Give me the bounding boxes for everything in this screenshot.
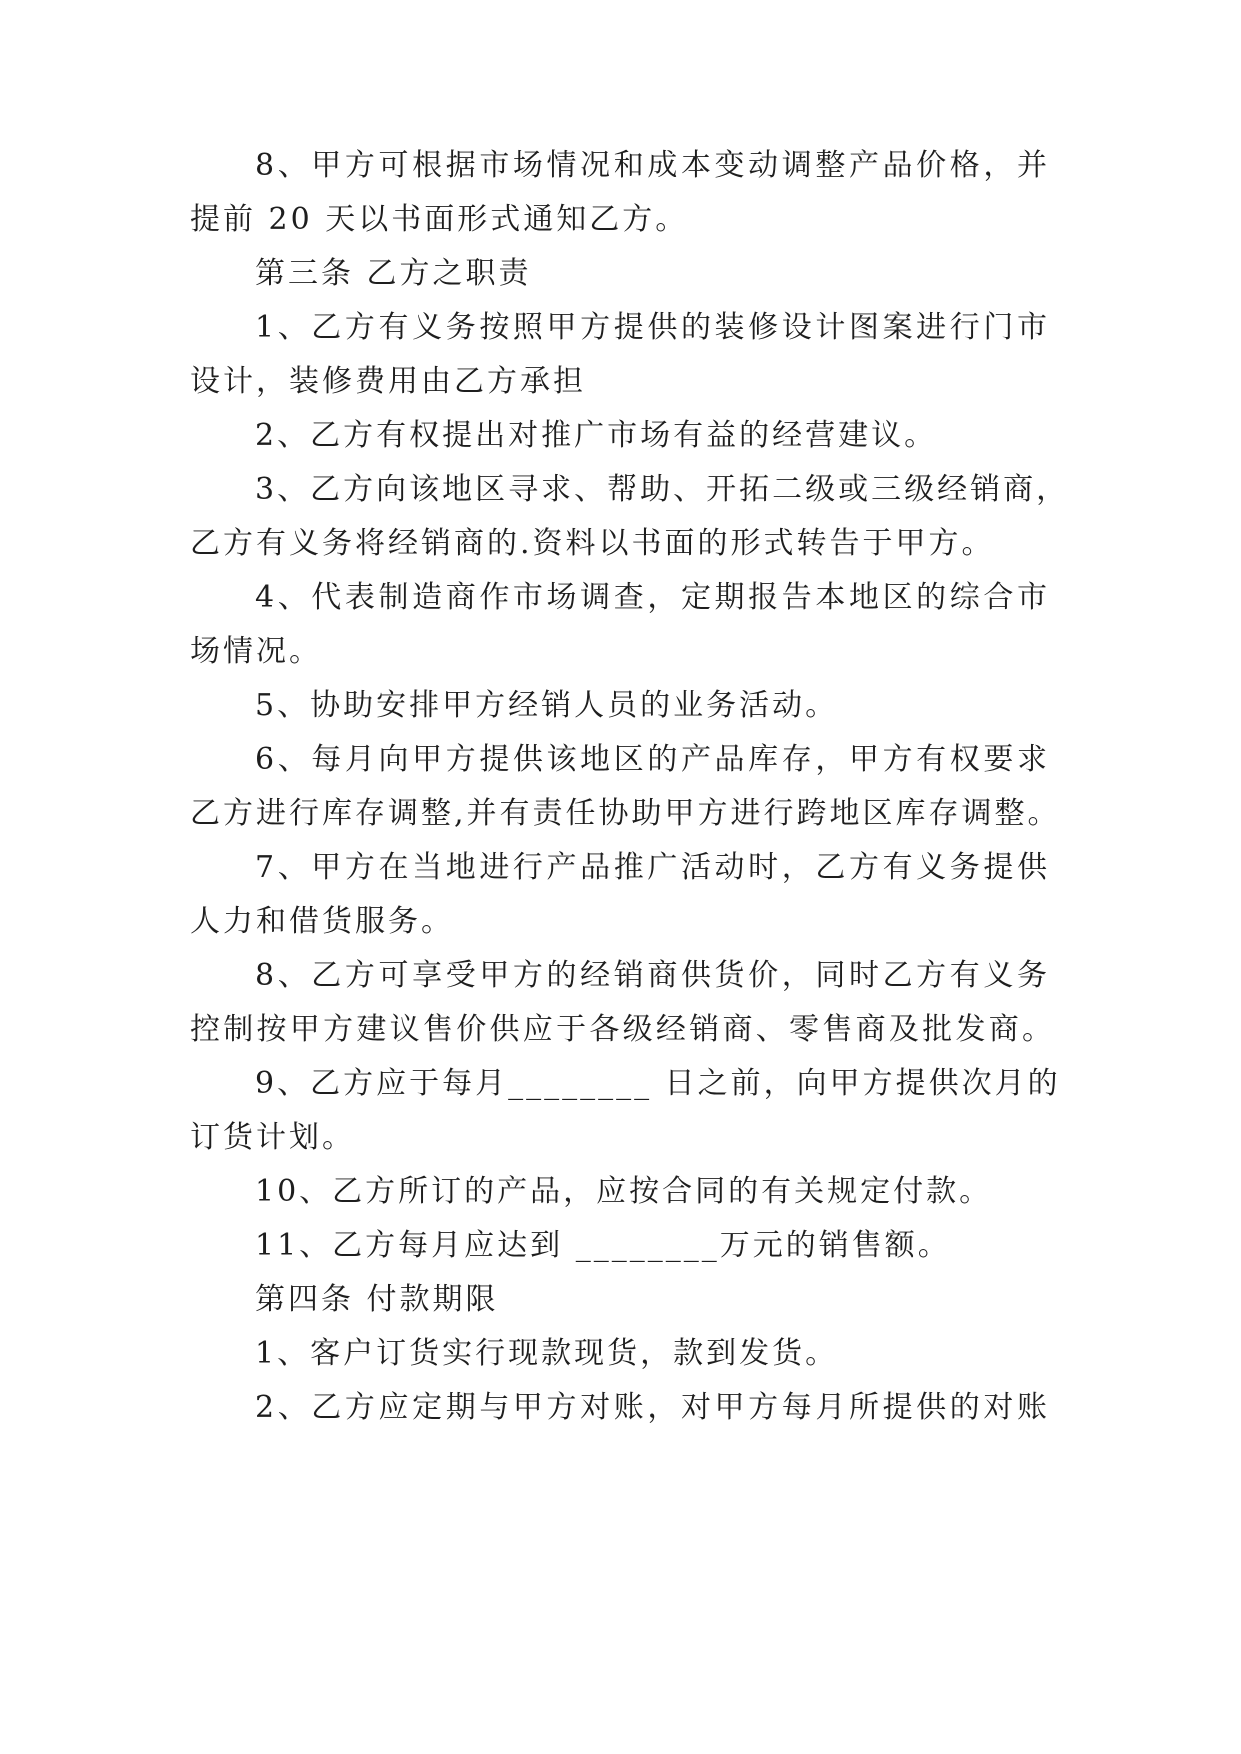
section-heading: 第四条 付款期限: [255, 1282, 499, 1317]
paragraph-line: 10、乙方所订的产品，应按合同的有关规定付款。: [255, 1174, 993, 1209]
paragraph-line: 场情况。: [190, 634, 322, 669]
paragraph-line: 11、乙方每月应达到 ________万元的销售额。: [255, 1228, 951, 1263]
paragraph-line: 2、乙方有权提出对推广市场有益的经营建议。: [255, 418, 938, 453]
paragraph-line: 设计，装修费用由乙方承担: [190, 364, 586, 399]
paragraph-line: 8、乙方可享受甲方的经销商供货价，同时乙方有义务: [255, 958, 1050, 993]
paragraph-line: 9、乙方应于每月________ 日之前，向甲方提供次月的: [255, 1066, 1061, 1101]
paragraph-line: 提前 20 天以书面形式通知乙方。: [190, 202, 689, 237]
section-heading: 第三条 乙方之职责: [255, 256, 532, 291]
paragraph-line: 7、甲方在当地进行产品推广活动时，乙方有义务提供: [255, 850, 1050, 885]
paragraph-line: 乙方进行库存调整,并有责任协助甲方进行跨地区库存调整。: [190, 796, 1061, 831]
paragraph-line: 乙方有义务将经销商的.资料以书面的形式转告于甲方。: [190, 526, 995, 561]
paragraph-line: 3、乙方向该地区寻求、帮助、开拓二级或三级经销商，: [255, 472, 1070, 507]
paragraph-line: 控制按甲方建议售价供应于各级经销商、零售商及批发商。: [190, 1012, 1055, 1047]
paragraph-line: 人力和借货服务。: [190, 904, 454, 939]
paragraph-line: 6、每月向甲方提供该地区的产品库存，甲方有权要求: [255, 742, 1050, 777]
paragraph-line: 4、代表制造商作市场调查，定期报告本地区的综合市: [255, 580, 1050, 615]
paragraph-line: 5、协助安排甲方经销人员的业务活动。: [255, 688, 839, 723]
paragraph-line: 1、乙方有义务按照甲方提供的装修设计图案进行门市: [255, 310, 1050, 345]
paragraph-line: 订货计划。: [190, 1120, 355, 1155]
paragraph-line: 8、甲方可根据市场情况和成本变动调整产品价格，并: [255, 148, 1050, 183]
paragraph-line: 1、客户订货实行现款现货，款到发货。: [255, 1336, 839, 1371]
paragraph-line: 2、乙方应定期与甲方对账，对甲方每月所提供的对账: [255, 1390, 1050, 1425]
